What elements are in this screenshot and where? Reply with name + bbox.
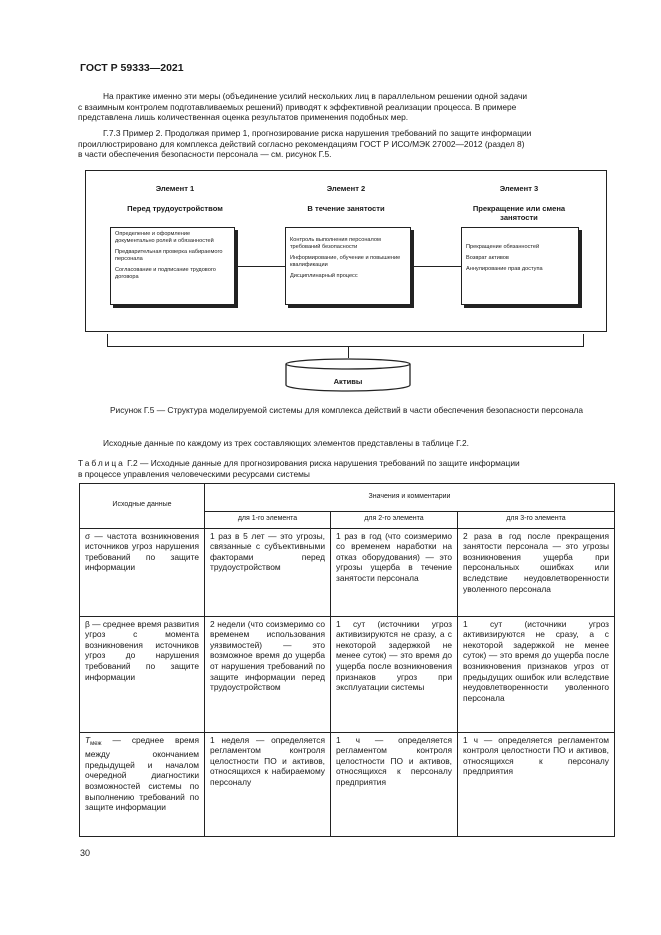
table-row — [80, 732, 615, 836]
connector-line — [411, 266, 461, 267]
intro-paragraph-2 — [78, 128, 615, 160]
bracket-line — [107, 346, 584, 347]
element-2-item: Дисциплинарный процесс — [290, 273, 358, 279]
table-caption — [78, 458, 615, 479]
assets-database-icon — [285, 358, 411, 392]
table-caption-text: Г.2 — Исходные данные для прогнозирования риска нарушения требований по защите информации — [127, 458, 520, 468]
element-1-item: Предварительная проверка набираемого персонала — [115, 249, 223, 262]
column-header-element-2: для 2-го элемента — [331, 512, 458, 529]
element-1-item: Согласование и подписание трудового договора — [115, 267, 216, 280]
column-header-input-data: Исходные данные — [80, 484, 205, 529]
table-row — [80, 616, 615, 732]
figure-caption: Рисунок Г.5 — Структура моделируемой системы для комплекса действий в части обеспечения безопасности персонала — [109, 405, 584, 415]
element-3-item: Прекращение обязанностей — [466, 244, 540, 250]
table-cell-param: β — среднее время развития угроз с момента возникновения источников угроз до нарушения требований по защите информации — [80, 616, 205, 732]
risk-input-data-table — [79, 483, 615, 837]
system-structure-diagram — [85, 170, 607, 394]
table-intro-paragraph: Исходные данные по каждому из трех составляющих элементов представлены в таблице Г.2. — [103, 438, 469, 448]
table-row — [80, 528, 615, 616]
table-cell: 1 неделя — определяется регламентом контроля целостности ПО и активов, относящихся к набираемому персоналу — [205, 732, 331, 836]
bracket-line — [348, 346, 349, 358]
table-cell: 1 раз в 5 лет — это угрозы, связанные с субъективными факторами перед трудоустройством — [205, 528, 331, 616]
text-line: Г.7.3 Пример 2. Продолжая пример 1, прогнозирование риска нарушения требований по защите информации — [103, 128, 532, 138]
element-2-item: Контроль выполнения персоналом требований безопасности — [290, 237, 381, 250]
element-1-title: Элемент 1 — [155, 184, 195, 193]
param-subscript: меж — [90, 740, 102, 747]
text-line: представлена лишь количественная оценка результатов применения подобных мер. — [78, 112, 409, 123]
text-line: На практике именно эти меры (объединение усилий нескольких лиц в параллельном решении одной задачи — [103, 91, 528, 101]
param-symbol: T — [85, 734, 91, 745]
column-header-element-1: для 1-го элемента — [205, 512, 331, 529]
table-cell: 1 раз в год (что соизмеримо со временем наработки на отказ оборудования) — это угрозы ущерба в течение занятости персонала — [331, 528, 458, 616]
element-1-item: Определение и оформление документально ролей и обязанностей — [115, 231, 214, 244]
table-cell: 1 сут (источники угроз активизируются не сразу, а с некоторой задержкой не менее суток) — это время до ущерба после возникновения признаков угроз при эксплуатации системы — [331, 616, 458, 732]
intro-paragraph-1 — [78, 91, 615, 123]
element-3-title: Элемент 3 — [499, 184, 539, 193]
document-header: ГОСТ Р 59333—2021 — [80, 62, 184, 74]
element-3-item: Аннулирование прав доступа — [466, 266, 543, 272]
table-cell: 1 ч — определяется регламентом контроля целостности ПО и активов, относящихся к персоналу предприятия — [331, 732, 458, 836]
element-2-box — [285, 227, 411, 305]
element-1-box — [110, 227, 235, 305]
connector-line — [235, 266, 285, 267]
text-line: с взаимным контролем подготавливаемых решений) приводят к эффективной реализации процесса. В примере — [78, 101, 517, 112]
table-cell: 1 ч — определяется регламентом контроля целостности ПО и активов, относящихся к персоналу предприятия — [458, 732, 615, 836]
element-3-box — [461, 227, 579, 305]
element-1-subtitle: Перед трудоустройством — [127, 204, 223, 213]
element-3-item: Возврат активов — [466, 255, 509, 261]
column-header-element-3: для 3-го элемента — [458, 512, 615, 529]
text-line: проиллюстрировано для комплекса действий согласно рекомендациям ГОСТ Р ИСО/МЭК 27002—2012 (раздел 8) — [78, 138, 525, 149]
table-caption-label: Таблица — [78, 458, 125, 468]
page-number: 30 — [80, 848, 91, 858]
element-3-subtitle: Прекращение или смена занятости — [472, 204, 566, 222]
table-cell: 1 сут (источники угроз активизируются не сразу, а с некоторой задержкой не менее суток) — это время до ущерба после возникновения признаков угроз от предыдущих ошибок или вследствие неудовлетворенности уволенного персонала — [458, 616, 615, 732]
param-text: — среднее время между окончанием предыдущей и началом очередной диагностики возможностей системы по выполнению требований по защите информации — [85, 734, 199, 813]
table-cell-param: σ — частота возникновения источников угроз нарушения требований по защите информации — [80, 528, 205, 616]
text-line: в части обеспечения безопасности персонала — см. рисунок Г.5. — [78, 149, 332, 160]
column-group-header: Значения и комментарии — [205, 484, 615, 512]
table-caption-line2: в процессе управления человеческими ресурсами системы — [78, 468, 310, 479]
table-cell: 2 раза в год после прекращения занятости персонала — это угрозы возникновения ущерба при персональных ошибках или вследствие неудовлетворенности уволенного персонала — [458, 528, 615, 616]
table-cell-param — [80, 732, 205, 836]
element-2-subtitle: В течение занятости — [307, 204, 385, 213]
table-cell: 2 недели (что соизмеримо со временем использования уязвимостей) — это возможное время до ущерба от нарушения требований по защите информации перед трудоустройством — [205, 616, 331, 732]
assets-label: Активы — [333, 377, 363, 386]
element-2-item: Информирование, обучение и повышение квалификации — [290, 255, 401, 268]
element-2-title: Элемент 2 — [326, 184, 366, 193]
